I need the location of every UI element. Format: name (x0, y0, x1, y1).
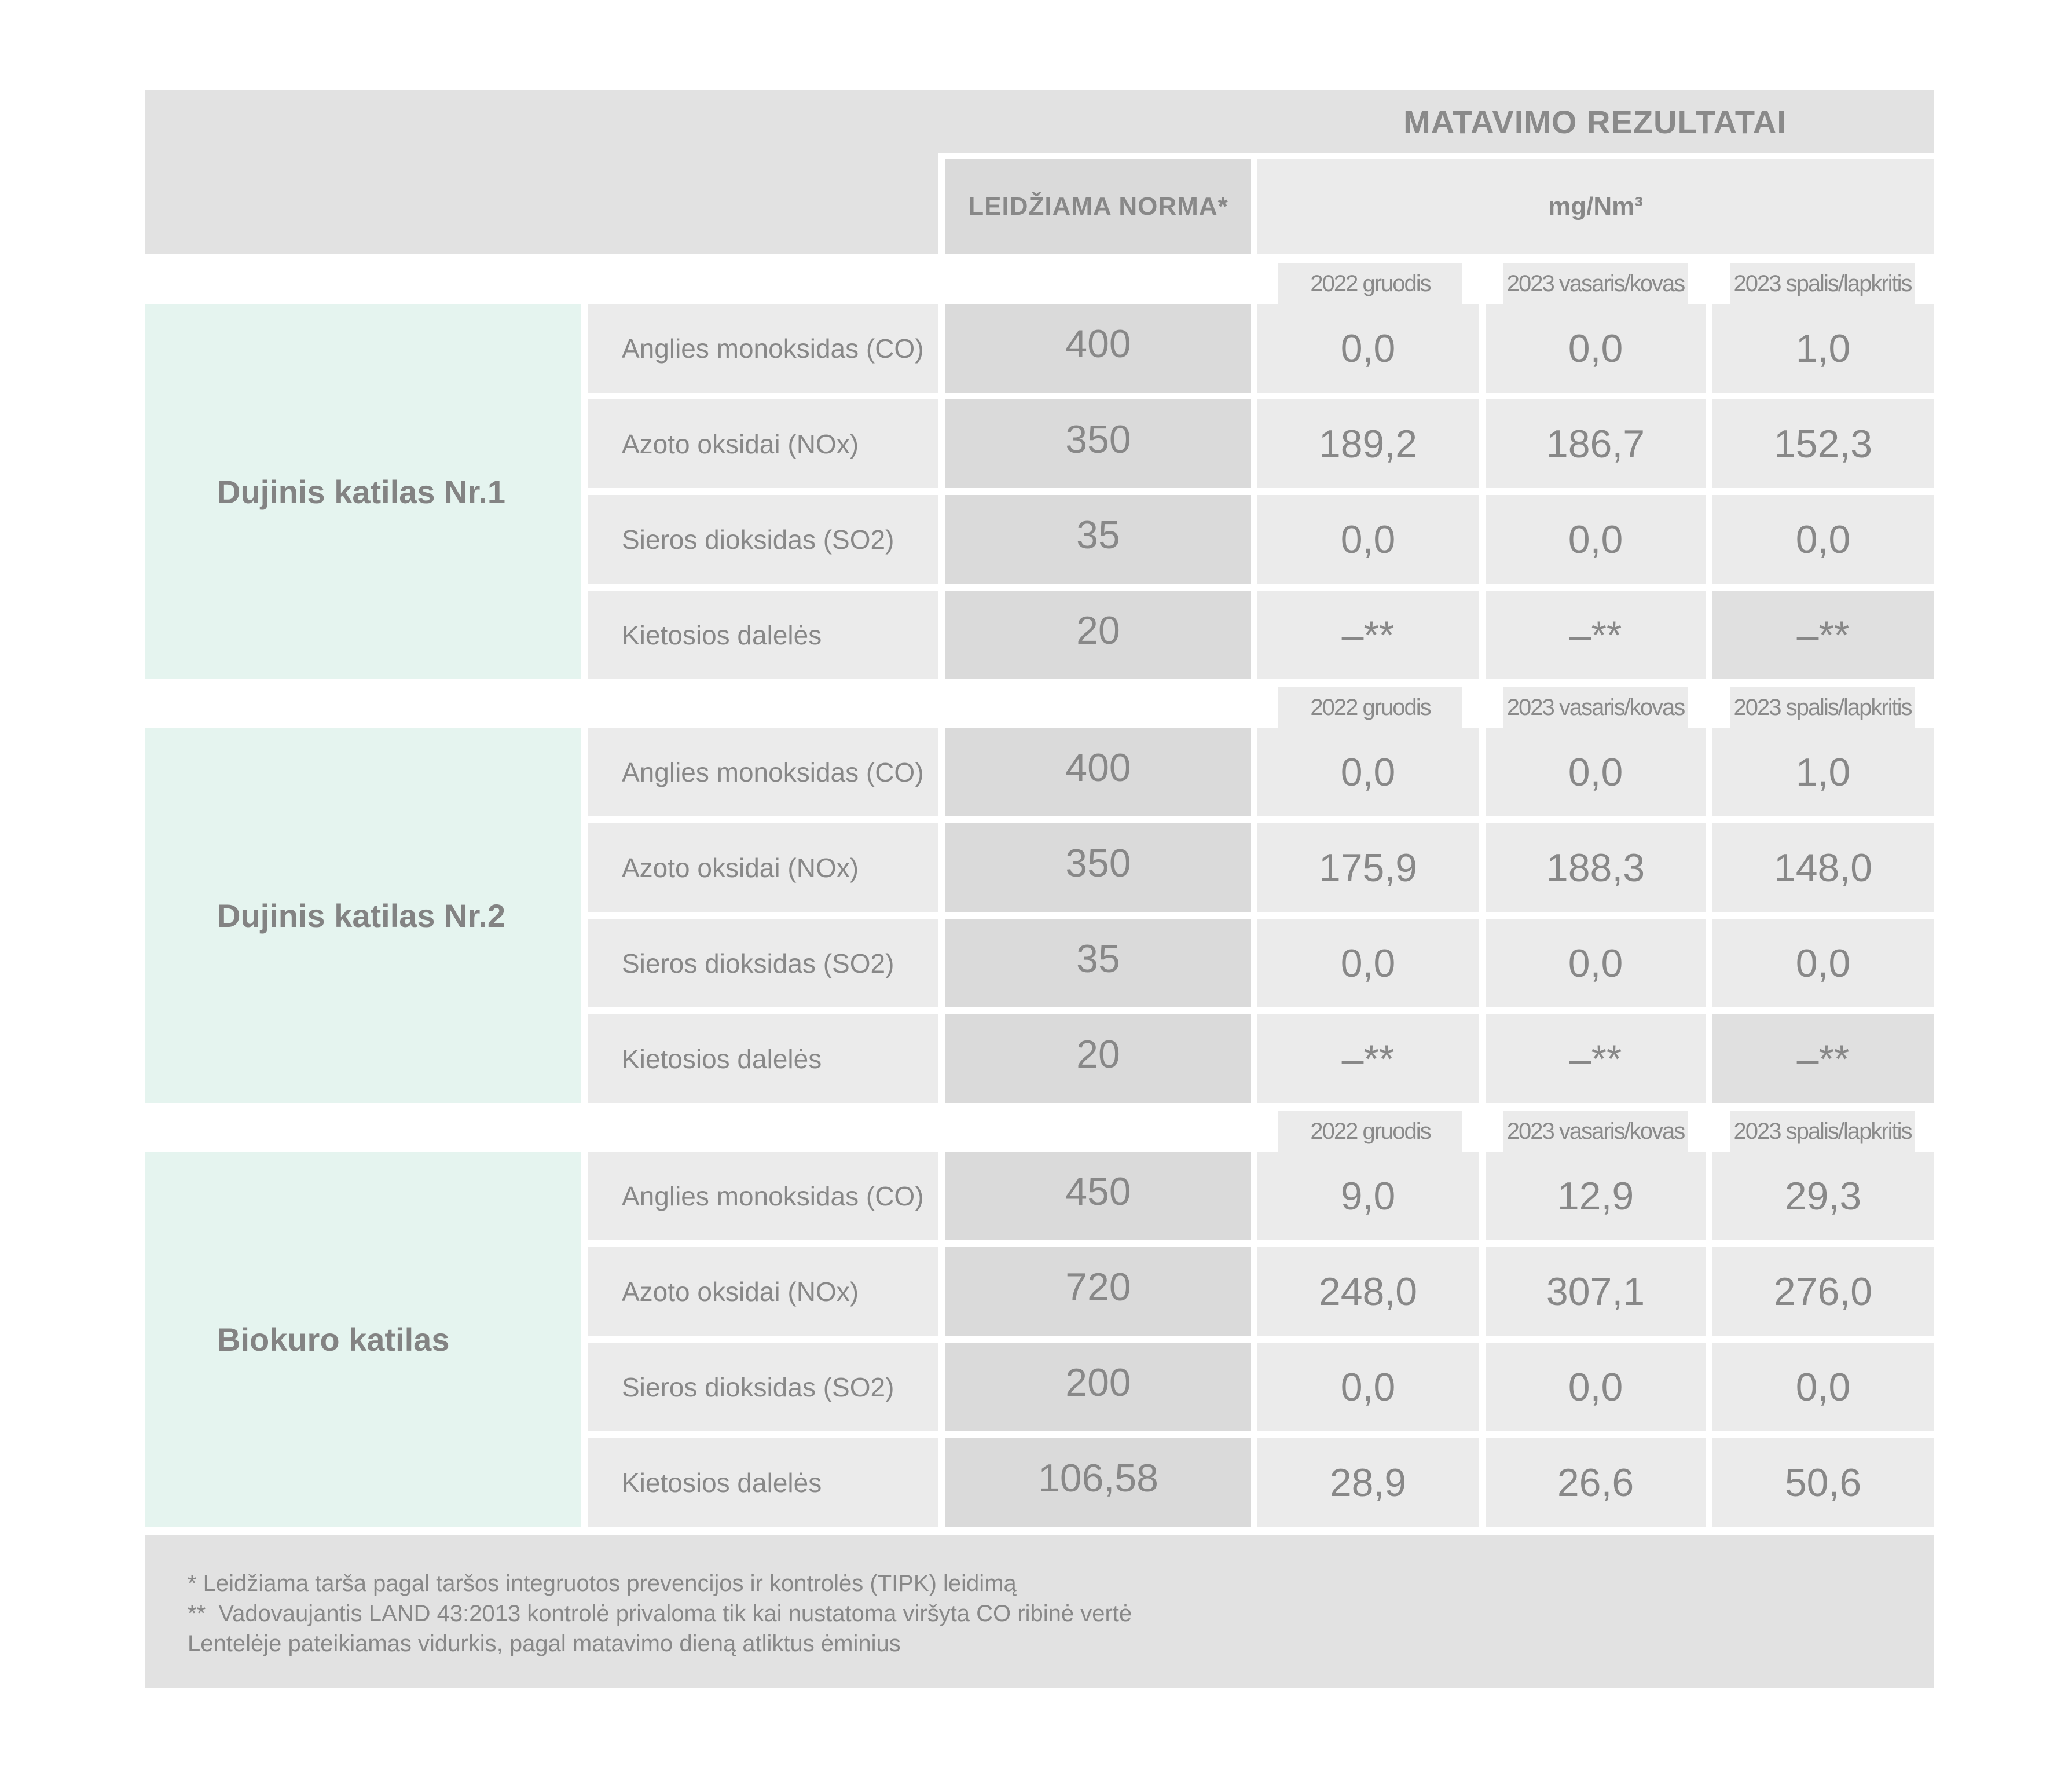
norm-value: 20 (945, 591, 1251, 679)
measured-value: 0,0 (1257, 728, 1479, 816)
period-label: 2023 vasaris/kovas (1503, 1111, 1688, 1152)
norm-value: 35 (945, 919, 1251, 1007)
norm-value: 106,58 (945, 1438, 1251, 1527)
measured-value: 152,3 (1712, 399, 1934, 488)
measured-value: –** (1712, 1014, 1934, 1103)
parameter-name: Anglies monoksidas (CO) (588, 728, 938, 816)
period-label: 2023 spalis/lapkritis (1730, 263, 1915, 304)
measured-value: 28,9 (1257, 1438, 1479, 1527)
note-1: * Leidžiama tarša pagal taršos integruotos prevencijos ir kontrolės (TIPK) leidimą (188, 1571, 1017, 1596)
measured-value: 9,0 (1257, 1152, 1479, 1240)
measured-value: 0,0 (1486, 728, 1706, 816)
measured-value: –** (1712, 591, 1934, 679)
measured-value: 175,9 (1257, 823, 1479, 912)
measured-value: 186,7 (1486, 399, 1706, 488)
header-gap-left (938, 153, 945, 254)
period-label: 2022 gruodis (1278, 687, 1462, 728)
measured-value: 0,0 (1712, 1343, 1934, 1431)
parameter-name: Anglies monoksidas (CO) (588, 1152, 938, 1240)
results-title: MATAVIMO REZULTATAI (1403, 103, 1787, 140)
period-label: 2022 gruodis (1278, 263, 1462, 304)
parameter-name: Kietosios dalelės (588, 1438, 938, 1527)
norm-value: 200 (945, 1343, 1251, 1431)
norm-value: 400 (945, 304, 1251, 393)
group-name: Dujinis katilas Nr.2 (145, 728, 581, 1103)
measured-value: 0,0 (1486, 919, 1706, 1007)
group-name: Dujinis katilas Nr.1 (145, 304, 581, 679)
measured-value: 0,0 (1712, 495, 1934, 584)
measured-value: 0,0 (1712, 919, 1934, 1007)
note-3: Lentelėje pateikiamas vidurkis, pagal matavimo dieną atliktus ėminius (188, 1631, 901, 1656)
measured-value: 248,0 (1257, 1247, 1479, 1336)
unit-header: mg/Nm³ (1257, 159, 1934, 254)
measured-value: 188,3 (1486, 823, 1706, 912)
parameter-name: Sieros dioksidas (SO2) (588, 919, 938, 1007)
note-2: ** Vadovaujantis LAND 43:2013 kontrolė privaloma tik kai nustatoma viršyta CO ribinė vertė (188, 1601, 1132, 1626)
measured-value: 1,0 (1712, 728, 1934, 816)
measured-value: 0,0 (1486, 304, 1706, 393)
measured-value: 0,0 (1486, 1343, 1706, 1431)
parameter-name: Azoto oksidai (NOx) (588, 1247, 938, 1336)
norm-value: 20 (945, 1014, 1251, 1103)
period-label: 2023 spalis/lapkritis (1730, 687, 1915, 728)
parameter-name: Anglies monoksidas (CO) (588, 304, 938, 393)
period-label: 2022 gruodis (1278, 1111, 1462, 1152)
period-label: 2023 vasaris/kovas (1503, 687, 1688, 728)
measured-value: –** (1486, 1014, 1706, 1103)
measured-value: 0,0 (1257, 1343, 1479, 1431)
parameter-name: Azoto oksidai (NOx) (588, 399, 938, 488)
measured-value: 0,0 (1486, 495, 1706, 584)
measured-value: 1,0 (1712, 304, 1934, 393)
measured-value: –** (1257, 591, 1479, 679)
measured-value: 50,6 (1712, 1438, 1934, 1527)
norm-value: 450 (945, 1152, 1251, 1240)
measured-value: 12,9 (1486, 1152, 1706, 1240)
norm-value: 350 (945, 823, 1251, 912)
measured-value: 0,0 (1257, 495, 1479, 584)
period-label: 2023 spalis/lapkritis (1730, 1111, 1915, 1152)
measured-value: 0,0 (1257, 304, 1479, 393)
measured-value: –** (1486, 591, 1706, 679)
measured-value: 0,0 (1257, 919, 1479, 1007)
header-gap-mid (1251, 153, 1257, 254)
group-name: Biokuro katilas (145, 1152, 581, 1527)
measured-value: –** (1257, 1014, 1479, 1103)
norm-value: 400 (945, 728, 1251, 816)
measured-value: 307,1 (1486, 1247, 1706, 1336)
measured-value: 276,0 (1712, 1247, 1934, 1336)
measured-value: 26,6 (1486, 1438, 1706, 1527)
parameter-name: Kietosios dalelės (588, 591, 938, 679)
header-white-gap (938, 153, 1934, 159)
norm-header: LEIDŽIAMA NORMA* (945, 159, 1251, 254)
period-label: 2023 vasaris/kovas (1503, 263, 1688, 304)
parameter-name: Sieros dioksidas (SO2) (588, 1343, 938, 1431)
measured-value: 29,3 (1712, 1152, 1934, 1240)
parameter-name: Sieros dioksidas (SO2) (588, 495, 938, 584)
norm-value: 350 (945, 399, 1251, 488)
norm-value: 720 (945, 1247, 1251, 1336)
measured-value: 148,0 (1712, 823, 1934, 912)
measured-value: 189,2 (1257, 399, 1479, 488)
parameter-name: Azoto oksidai (NOx) (588, 823, 938, 912)
parameter-name: Kietosios dalelės (588, 1014, 938, 1103)
norm-value: 35 (945, 495, 1251, 584)
notes-box (145, 1535, 1934, 1688)
